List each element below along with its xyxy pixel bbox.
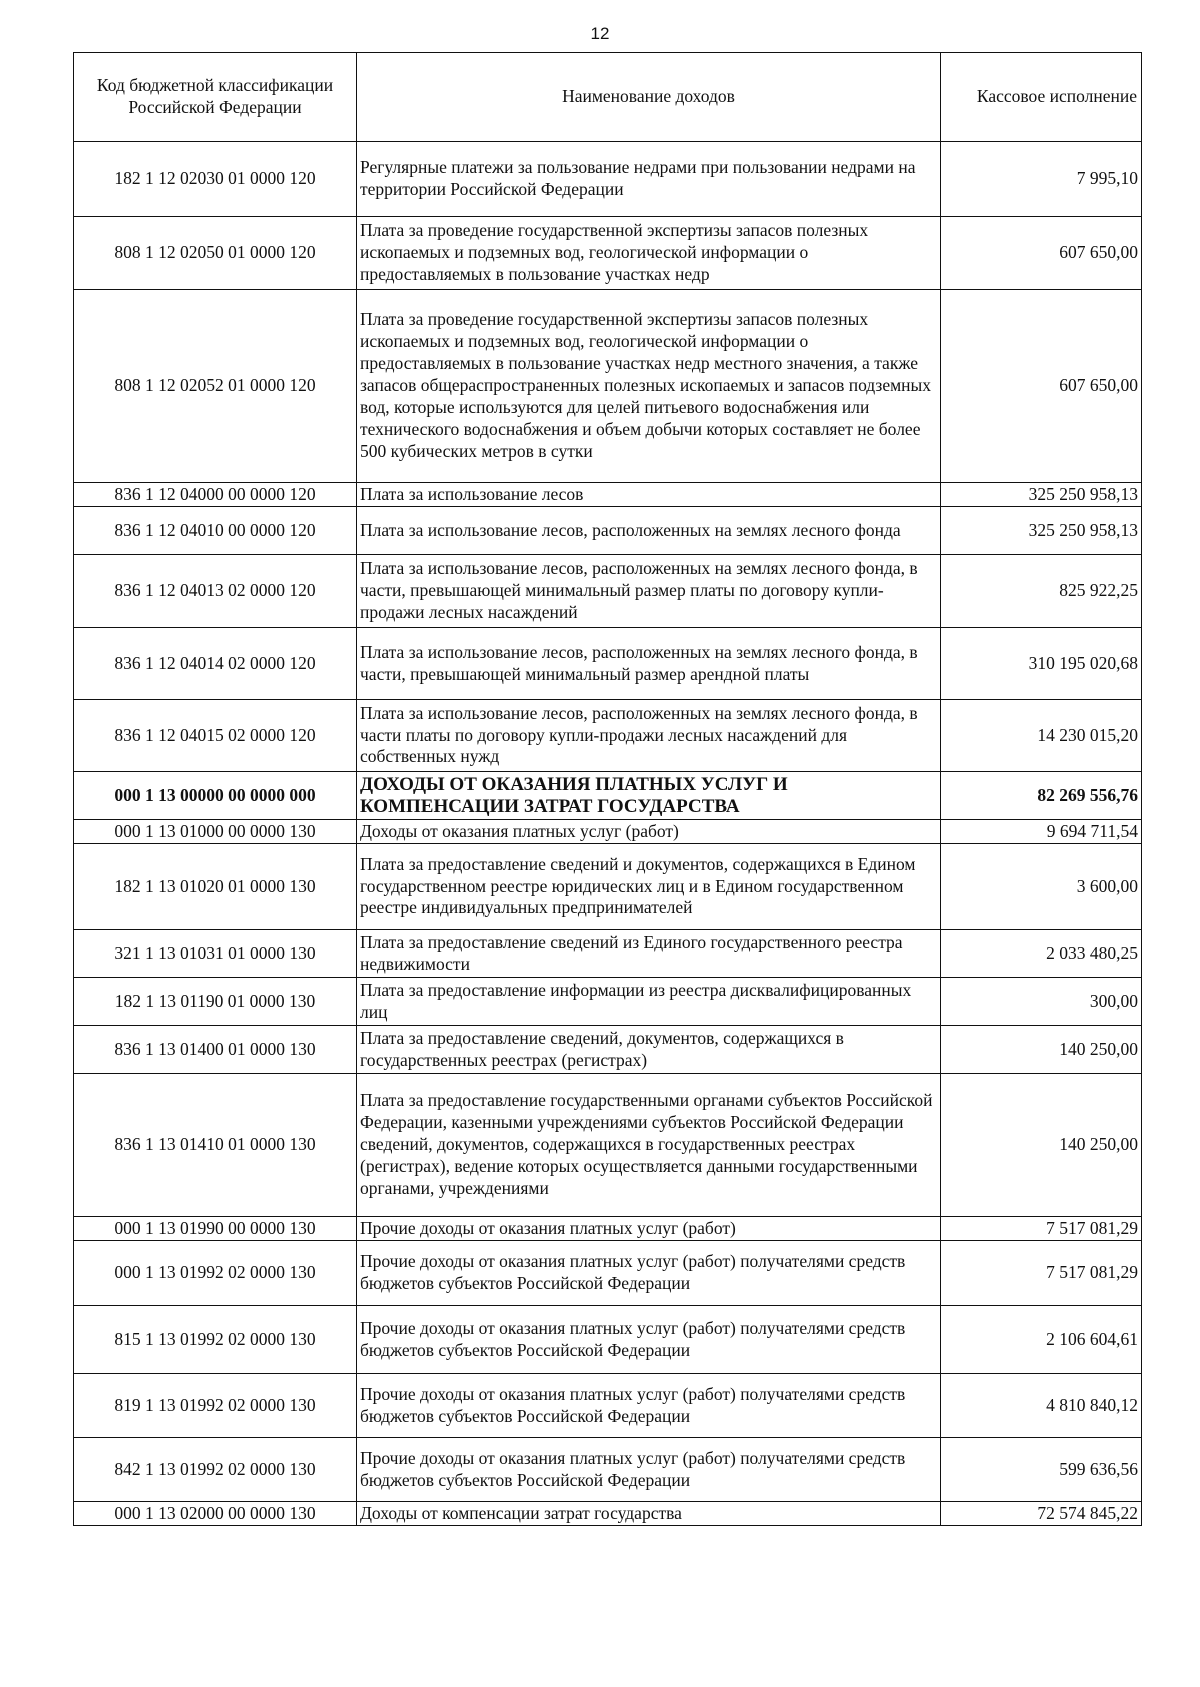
row-sum: 825 922,25: [941, 555, 1142, 628]
row-sum: 72 574 845,22: [941, 1502, 1142, 1526]
row-sum: 7 517 081,29: [941, 1217, 1142, 1241]
row-sum: 4 810 840,12: [941, 1374, 1142, 1438]
table-row: [74, 1374, 1142, 1438]
row-name: Прочие доходы от оказания платных услуг (работ) получателями средств бюджетов субъектов Российской Федерации: [357, 1241, 941, 1306]
row-code: 000 1 13 01990 00 0000 130: [74, 1217, 357, 1241]
row-name: Плата за предоставление сведений и документов, содержащихся в Едином государственном реестре юридических лиц и в Едином государственном реестре индивидуальных предпринимателей: [357, 844, 941, 930]
row-name: Плата за проведение государственной экспертизы запасов полезных ископаемых и подземных вод, геологической информации о предоставляемых в пользование участках недр местного значения, а также запасов общераспространенных полезных ископаемых и запасов подземных вод, которые используются для целей питьевого водоснабжения или технического водоснабжения и объем добычи которых составляет не более 500 кубических метров в сутки: [357, 290, 941, 483]
row-name: Плата за использование лесов: [357, 483, 941, 507]
table-row: [74, 978, 1142, 1026]
table-row: [74, 1438, 1142, 1502]
row-sum: 140 250,00: [941, 1074, 1142, 1217]
row-code: 836 1 12 04015 02 0000 120: [74, 700, 357, 772]
row-code: 836 1 12 04014 02 0000 120: [74, 628, 357, 700]
table-row: [74, 1074, 1142, 1217]
table-row: [74, 555, 1142, 628]
table-row: [74, 930, 1142, 978]
row-code: 321 1 13 01031 01 0000 130: [74, 930, 357, 978]
row-sum: 9 694 711,54: [941, 820, 1142, 844]
row-name: Плата за использование лесов, расположенных на землях лесного фонда, в части, превышающей минимальный размер арендной платы: [357, 628, 941, 700]
row-code: 836 1 13 01400 01 0000 130: [74, 1026, 357, 1074]
table-row: [74, 844, 1142, 930]
row-sum: 310 195 020,68: [941, 628, 1142, 700]
row-name: Плата за использование лесов, расположенных на землях лесного фонда, в части платы по договору купли-продажи лесных насаждений для собственных нужд: [357, 700, 941, 772]
row-code: 836 1 12 04000 00 0000 120: [74, 483, 357, 507]
row-sum: 325 250 958,13: [941, 483, 1142, 507]
row-name: Плата за предоставление сведений из Единого государственного реестра недвижимости: [357, 930, 941, 978]
header-code: Код бюджетной классификации Российской Федерации: [74, 53, 357, 142]
table-row: [74, 772, 1142, 820]
row-sum: 7 995,10: [941, 142, 1142, 217]
table-row: [74, 1306, 1142, 1374]
row-name: ДОХОДЫ ОТ ОКАЗАНИЯ ПЛАТНЫХ УСЛУГ И КОМПЕНСАЦИИ ЗАТРАТ ГОСУДАРСТВА: [357, 772, 941, 820]
table-row: [74, 483, 1142, 507]
row-name: Плата за предоставление государственными органами субъектов Российской Федерации, казенными учреждениями субъектов Российской Федерации сведений, документов, содержащихся в государственных реестрах (регистрах), ведение которых осуществляется данными государственными органами, учреждениями: [357, 1074, 941, 1217]
row-sum: 82 269 556,76: [941, 772, 1142, 820]
row-name: Плата за предоставление сведений, документов, содержащихся в государственных реестрах (регистрах): [357, 1026, 941, 1074]
table-row: [74, 1026, 1142, 1074]
row-name: Плата за предоставление информации из реестра дисквалифицированных лиц: [357, 978, 941, 1026]
row-name: Прочие доходы от оказания платных услуг (работ): [357, 1217, 941, 1241]
row-sum: 7 517 081,29: [941, 1241, 1142, 1306]
row-name: Регулярные платежи за пользование недрами при пользовании недрами на территории Российской Федерации: [357, 142, 941, 217]
table-row: [74, 820, 1142, 844]
page-number: 12: [590, 24, 610, 43]
table-header-row: [74, 53, 1142, 142]
table-row: [74, 142, 1142, 217]
row-code: 000 1 13 02000 00 0000 130: [74, 1502, 357, 1526]
row-code: 836 1 13 01410 01 0000 130: [74, 1074, 357, 1217]
row-sum: 300,00: [941, 978, 1142, 1026]
row-code: 842 1 13 01992 02 0000 130: [74, 1438, 357, 1502]
table-row: [74, 700, 1142, 772]
row-name: Плата за проведение государственной экспертизы запасов полезных ископаемых и подземных вод, геологической информации о предоставляемых в пользование участках недр: [357, 217, 941, 290]
row-sum: 325 250 958,13: [941, 507, 1142, 555]
row-sum: 2 106 604,61: [941, 1306, 1142, 1374]
table-row: [74, 507, 1142, 555]
header-sum: Кассовое исполнение: [941, 53, 1142, 142]
row-sum: 3 600,00: [941, 844, 1142, 930]
row-name: Плата за использование лесов, расположенных на землях лесного фонда, в части, превышающей минимальный размер платы по договору купли-продажи лесных насаждений: [357, 555, 941, 628]
table-body: [74, 142, 1142, 1526]
row-code: 000 1 13 01992 02 0000 130: [74, 1241, 357, 1306]
row-code: 000 1 13 01000 00 0000 130: [74, 820, 357, 844]
row-name: Прочие доходы от оказания платных услуг (работ) получателями средств бюджетов субъектов Российской Федерации: [357, 1438, 941, 1502]
table-row: [74, 1241, 1142, 1306]
row-code: 182 1 13 01020 01 0000 130: [74, 844, 357, 930]
row-sum: 607 650,00: [941, 290, 1142, 483]
row-name: Доходы от оказания платных услуг (работ): [357, 820, 941, 844]
row-code: 182 1 12 02030 01 0000 120: [74, 142, 357, 217]
row-code: 836 1 12 04013 02 0000 120: [74, 555, 357, 628]
row-sum: 14 230 015,20: [941, 700, 1142, 772]
revenue-table: [73, 52, 1142, 1526]
header-name: Наименование доходов: [357, 53, 941, 142]
table-row: [74, 1502, 1142, 1526]
row-sum: 2 033 480,25: [941, 930, 1142, 978]
row-code: 836 1 12 04010 00 0000 120: [74, 507, 357, 555]
table-row: [74, 1217, 1142, 1241]
table-row: [74, 628, 1142, 700]
row-sum: 607 650,00: [941, 217, 1142, 290]
row-name: Прочие доходы от оказания платных услуг (работ) получателями средств бюджетов субъектов Российской Федерации: [357, 1374, 941, 1438]
row-code: 819 1 13 01992 02 0000 130: [74, 1374, 357, 1438]
row-name: Плата за использование лесов, расположенных на землях лесного фонда: [357, 507, 941, 555]
row-code: 000 1 13 00000 00 0000 000: [74, 772, 357, 820]
row-name: Доходы от компенсации затрат государства: [357, 1502, 941, 1526]
row-sum: 140 250,00: [941, 1026, 1142, 1074]
row-code: 815 1 13 01992 02 0000 130: [74, 1306, 357, 1374]
row-sum: 599 636,56: [941, 1438, 1142, 1502]
table-row: [74, 217, 1142, 290]
row-name: Прочие доходы от оказания платных услуг (работ) получателями средств бюджетов субъектов Российской Федерации: [357, 1306, 941, 1374]
row-code: 808 1 12 02050 01 0000 120: [74, 217, 357, 290]
row-code: 182 1 13 01190 01 0000 130: [74, 978, 357, 1026]
table-row: [74, 290, 1142, 483]
row-code: 808 1 12 02052 01 0000 120: [74, 290, 357, 483]
